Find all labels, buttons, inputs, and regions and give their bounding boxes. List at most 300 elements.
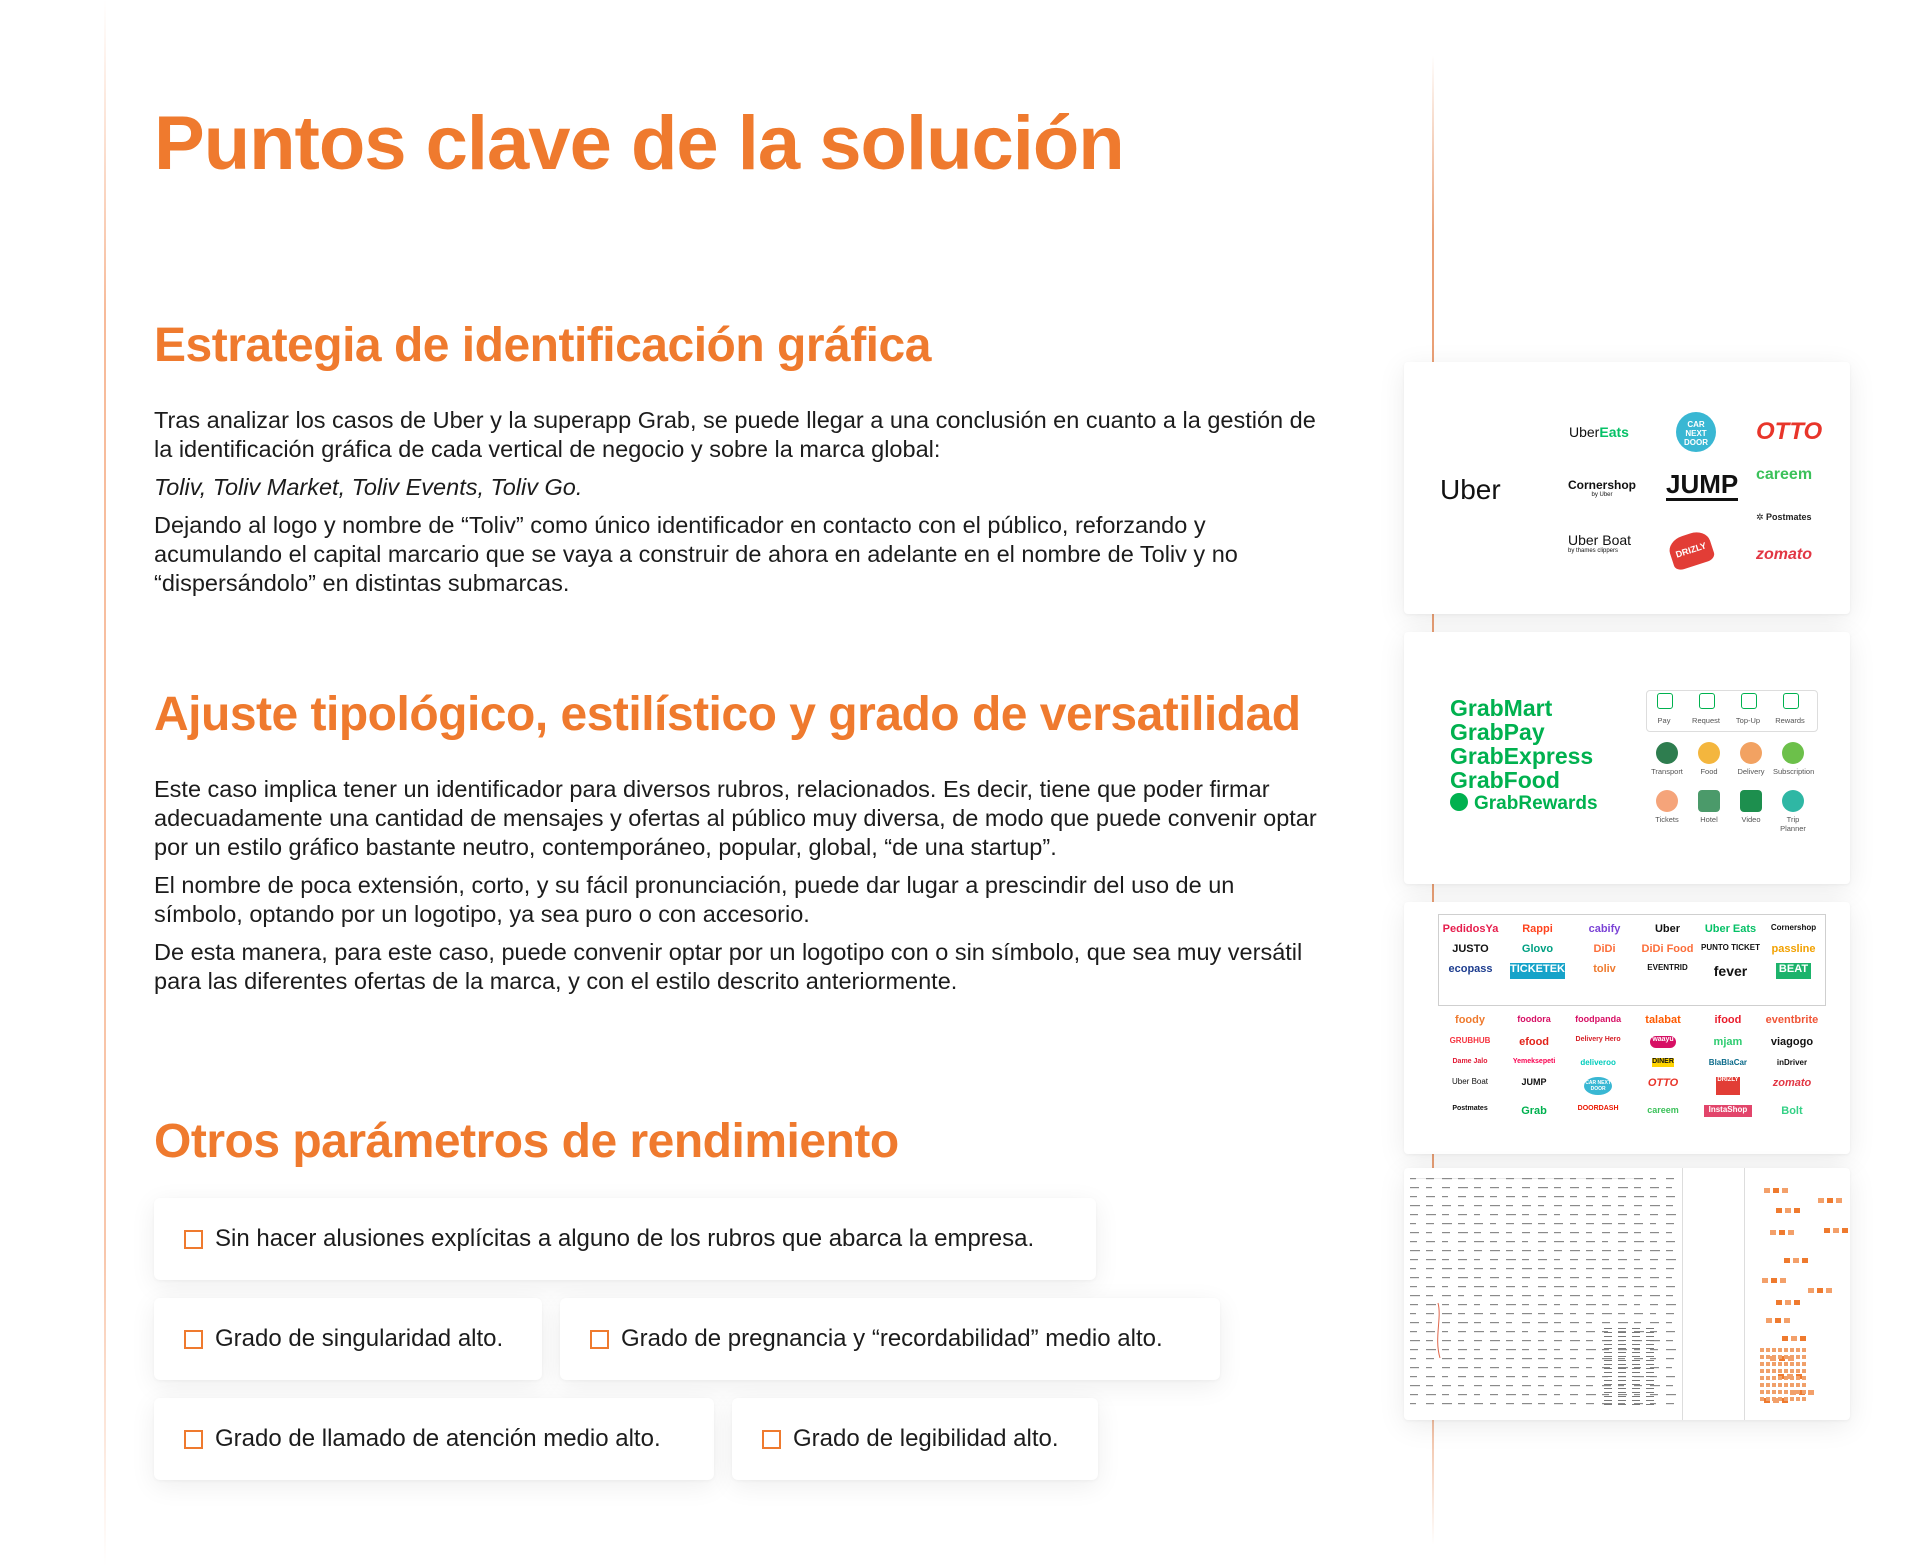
sheet-text-mark	[1634, 1205, 1642, 1206]
sheet-text-mark	[1442, 1241, 1448, 1242]
sheet-text-mark	[1586, 1358, 1594, 1359]
sheet-text-mark	[1538, 1205, 1544, 1206]
sheet-orange-mark	[1802, 1258, 1808, 1263]
sheet-text-mark	[1426, 1340, 1433, 1341]
sheet-orange-mark	[1800, 1336, 1806, 1341]
sheet-text-mark	[1666, 1376, 1675, 1377]
sheet-text-mark	[1458, 1403, 1465, 1404]
logo: InstaShop	[1704, 1105, 1752, 1117]
sheet-text-mark	[1538, 1178, 1545, 1179]
sheet-text-mark	[1410, 1349, 1418, 1350]
sheet-text-mark	[1474, 1277, 1481, 1278]
sheet-orange-mark	[1772, 1348, 1776, 1352]
sheet-orange-mark	[1766, 1318, 1772, 1323]
sheet-text-mark	[1410, 1259, 1418, 1260]
logo: DiDi Food	[1641, 943, 1694, 955]
sheet-text-mark	[1602, 1250, 1611, 1251]
sheet-orange-mark	[1760, 1376, 1764, 1380]
sheet-text-mark	[1490, 1304, 1498, 1305]
sheet-text-mark	[1650, 1268, 1656, 1269]
logo: DINER	[1652, 1058, 1674, 1065]
sheet-text-mark	[1474, 1304, 1480, 1305]
sheet-text-mark	[1426, 1250, 1433, 1251]
sheet-orange-mark	[1766, 1348, 1770, 1352]
sheet-text-mark	[1570, 1331, 1577, 1332]
sheet-orange-mark	[1772, 1369, 1776, 1373]
sheet-text-mark	[1522, 1178, 1532, 1179]
sheet-text-mark	[1570, 1322, 1579, 1323]
sheet-text-mark	[1522, 1322, 1530, 1323]
sheet-text-mark	[1538, 1340, 1544, 1341]
sheet-text-mark	[1522, 1295, 1531, 1296]
sheet-orange-mark	[1818, 1198, 1824, 1203]
sheet-orange-mark	[1785, 1208, 1791, 1213]
sheet-text-mark	[1522, 1241, 1528, 1242]
sheet-text-mark	[1458, 1196, 1466, 1197]
sheet-orange-mark	[1796, 1362, 1800, 1366]
performance-item-label: Sin hacer alusiones explícitas a alguno de los rubros que abarca la empresa.	[215, 1225, 1035, 1252]
sheet-orange-mark	[1772, 1376, 1776, 1380]
sheet-text-mark	[1442, 1196, 1448, 1197]
sheet-text-mark	[1426, 1277, 1432, 1278]
sheet-text-mark	[1458, 1277, 1468, 1278]
sheet-text-mark	[1666, 1340, 1673, 1341]
sheet-orange-mark	[1796, 1383, 1800, 1387]
sheet-text-mark	[1538, 1259, 1547, 1260]
sheet-text-mark	[1522, 1394, 1529, 1395]
sheet-text-mark	[1490, 1187, 1499, 1188]
sheet-text-mark	[1650, 1223, 1656, 1224]
sheet-text-mark	[1604, 1360, 1612, 1361]
sheet-text-mark	[1666, 1232, 1672, 1233]
sheet-text-mark	[1458, 1313, 1465, 1314]
sheet-text-mark	[1618, 1332, 1626, 1333]
sheet-text-mark	[1618, 1295, 1624, 1296]
sheet-text-mark	[1618, 1344, 1626, 1345]
typology-paragraph-1: Este caso implica tener un identificador para diversos rubros, relacionados. Es decir, tiene que poder firmar adecuadamente una cantidad de mensajes y ofertas al público muy diversa, de modo que puede convenir optar por un estilo gráfico bastante neutro, contemporáneo, popular, global, “de una startup”.	[154, 776, 1317, 860]
sheet-text-mark	[1554, 1259, 1560, 1260]
sheet-text-mark	[1570, 1232, 1579, 1233]
sheet-text-mark	[1632, 1340, 1640, 1341]
checkbox-icon	[184, 1430, 203, 1449]
sheet-orange-mark	[1779, 1230, 1785, 1235]
typology-heading: Ajuste tipológico, estilístico y grado de versatilidad	[154, 688, 1301, 741]
sheet-text-mark	[1554, 1358, 1563, 1359]
sheet-text-mark	[1618, 1404, 1626, 1405]
sheet-text-mark	[1650, 1196, 1657, 1197]
sheet-text-mark	[1474, 1313, 1483, 1314]
sheet-text-mark	[1618, 1356, 1626, 1357]
sheet-orange-mark	[1788, 1230, 1794, 1235]
sheet-text-mark	[1586, 1349, 1596, 1350]
logo: viagogo	[1770, 1036, 1814, 1048]
sheet-text-mark	[1634, 1259, 1640, 1260]
sheet-text-mark	[1618, 1368, 1626, 1369]
sheet-text-mark	[1554, 1241, 1564, 1242]
sheet-text-mark	[1490, 1322, 1499, 1323]
sheet-text-mark	[1650, 1178, 1656, 1179]
logo: fever	[1713, 963, 1748, 979]
uber-eats-logo: UberEats	[1569, 424, 1629, 440]
checkbox-icon	[590, 1330, 609, 1349]
sheet-text-mark	[1602, 1394, 1609, 1395]
sheet-text-mark	[1618, 1322, 1628, 1323]
sheet-text-mark	[1666, 1349, 1676, 1350]
sheet-text-mark	[1426, 1394, 1436, 1395]
sheet-text-mark	[1490, 1340, 1500, 1341]
sheet-text-mark	[1474, 1241, 1484, 1242]
sheet-text-mark	[1490, 1268, 1496, 1269]
logo: PUNTO TICKET	[1701, 943, 1760, 952]
sheet-orange-mark	[1790, 1355, 1794, 1359]
sheet-text-mark	[1554, 1232, 1561, 1233]
sheet-text-mark	[1646, 1332, 1654, 1333]
sheet-text-mark	[1618, 1400, 1626, 1401]
sheet-text-mark	[1538, 1403, 1545, 1404]
sheet-text-mark	[1632, 1364, 1640, 1365]
uber-boat-logo: Uber Boat by thames clippers	[1568, 532, 1632, 554]
top-up-icon	[1741, 693, 1757, 709]
sheet-text-mark	[1666, 1268, 1674, 1269]
logo: cabify	[1588, 923, 1621, 935]
sheet-text-mark	[1618, 1313, 1625, 1314]
strategy-paragraph-1: Tras analizar los casos de Uber y la superapp Grab, se puede llegar a una conclusión en cuanto a la gestión de la identificación gráfica de cada vertical de negocio y sobre la marca global:	[154, 407, 1316, 462]
sheet-text-mark	[1634, 1178, 1643, 1179]
sheet-text-mark	[1506, 1304, 1516, 1305]
sheet-orange-mark	[1826, 1288, 1832, 1293]
sheet-text-mark	[1618, 1349, 1627, 1350]
sheet-text-mark	[1426, 1187, 1432, 1188]
sheet-text-mark	[1474, 1340, 1482, 1341]
sheet-text-mark	[1554, 1385, 1562, 1386]
sheet-text-mark	[1604, 1396, 1612, 1397]
subscription-icon	[1782, 742, 1804, 764]
sheet-text-mark	[1602, 1178, 1612, 1179]
sheet-text-mark	[1666, 1304, 1676, 1305]
sheet-text-mark	[1604, 1404, 1612, 1405]
sheet-text-mark	[1442, 1205, 1451, 1206]
sheet-text-mark	[1410, 1214, 1418, 1215]
sheet-text-mark	[1474, 1205, 1482, 1206]
logo: ifood	[1714, 1014, 1742, 1026]
logo: TICKETEK	[1510, 963, 1565, 979]
sheet-text-mark	[1410, 1394, 1418, 1395]
logo: toliv	[1593, 963, 1616, 975]
sheet-text-mark	[1410, 1295, 1420, 1296]
sheet-text-mark	[1458, 1358, 1465, 1359]
logo: zomato	[1772, 1077, 1812, 1089]
sheet-text-mark	[1426, 1295, 1433, 1296]
sheet-orange-mark	[1778, 1369, 1782, 1373]
sheet-text-mark	[1442, 1277, 1450, 1278]
sheet-text-mark	[1442, 1286, 1448, 1287]
sheet-text-mark	[1490, 1241, 1497, 1242]
sheet-text-mark	[1650, 1385, 1660, 1386]
sheet-text-mark	[1442, 1385, 1451, 1386]
sheet-text-mark	[1506, 1241, 1515, 1242]
sheet-text-mark	[1490, 1178, 1496, 1179]
sheet-text-mark	[1522, 1349, 1529, 1350]
sheet-text-mark	[1634, 1277, 1641, 1278]
sheet-text-mark	[1522, 1277, 1530, 1278]
sheet-text-mark	[1426, 1214, 1436, 1215]
sheet-text-mark	[1604, 1332, 1612, 1333]
sheet-text-mark	[1618, 1360, 1626, 1361]
sheet-text-mark	[1666, 1241, 1675, 1242]
uber-logo: Uber	[1440, 474, 1501, 505]
sheet-orange-mark	[1790, 1348, 1794, 1352]
sheet-text-mark	[1618, 1241, 1626, 1242]
sheet-text-mark	[1474, 1358, 1483, 1359]
sheet-orange-mark	[1790, 1390, 1794, 1394]
sheet-text-mark	[1570, 1286, 1577, 1287]
sheet-text-mark	[1506, 1322, 1512, 1323]
sheet-text-mark	[1618, 1380, 1626, 1381]
logo: CAR NEXT DOOR	[1584, 1077, 1612, 1095]
sheet-text-mark	[1586, 1394, 1596, 1395]
sheet-text-mark	[1646, 1356, 1654, 1357]
sheet-text-mark	[1458, 1385, 1464, 1386]
sheet-text-mark	[1442, 1322, 1450, 1323]
sheet-text-mark	[1666, 1205, 1673, 1206]
sheet-text-mark	[1410, 1250, 1420, 1251]
sheet-text-mark	[1538, 1268, 1545, 1269]
sheet-text-mark	[1570, 1304, 1578, 1305]
sheet-text-mark	[1604, 1380, 1612, 1381]
logo: eventbrite	[1765, 1014, 1819, 1026]
sheet-text-mark	[1570, 1385, 1580, 1386]
sheet-text-mark	[1538, 1187, 1548, 1188]
sheet-text-mark	[1618, 1372, 1626, 1373]
sheet-text-mark	[1538, 1223, 1545, 1224]
trip-planner-icon	[1782, 790, 1804, 812]
sheet-text-mark	[1490, 1295, 1500, 1296]
sheet-text-mark	[1632, 1360, 1640, 1361]
sheet-text-mark	[1538, 1295, 1544, 1296]
sheet-text-mark	[1426, 1331, 1435, 1332]
sheet-text-mark	[1586, 1250, 1593, 1251]
sheet-text-mark	[1426, 1358, 1434, 1359]
sheet-text-mark	[1666, 1295, 1673, 1296]
sheet-text-mark	[1632, 1336, 1640, 1337]
performance-item	[560, 1298, 1220, 1380]
sheet-text-mark	[1604, 1384, 1612, 1385]
sheet-text-mark	[1570, 1196, 1577, 1197]
sheet-text-mark	[1506, 1277, 1512, 1278]
sheet-text-mark	[1586, 1313, 1594, 1314]
sheet-text-mark	[1442, 1349, 1449, 1350]
sheet-orange-mark	[1802, 1348, 1806, 1352]
logo: deliveroo	[1580, 1058, 1616, 1067]
sheet-text-mark	[1632, 1388, 1640, 1389]
sheet-orange-mark	[1766, 1376, 1770, 1380]
sheet-orange-mark	[1766, 1397, 1770, 1401]
sheet-text-mark	[1410, 1313, 1416, 1314]
sheet-text-mark	[1474, 1394, 1480, 1395]
sheet-orange-mark	[1796, 1397, 1800, 1401]
sheet-text-mark	[1586, 1385, 1593, 1386]
sheet-text-mark	[1506, 1385, 1513, 1386]
sheet-text-mark	[1522, 1367, 1530, 1368]
sheet-text-mark	[1650, 1232, 1659, 1233]
sheet-text-mark	[1618, 1385, 1624, 1386]
sheet-text-mark	[1506, 1349, 1516, 1350]
sheet-text-mark	[1474, 1331, 1484, 1332]
logo: talabat	[1645, 1014, 1681, 1026]
sheet-orange-mark	[1778, 1362, 1782, 1366]
sheet-text-mark	[1666, 1214, 1676, 1215]
sheet-text-mark	[1632, 1372, 1640, 1373]
typology-paragraph-2: El nombre de poca extensión, corto, y su fácil pronunciación, puede dar lugar a prescindir del uso de un símbolo, optando por un logotipo, ya sea puro o con accesorio.	[154, 872, 1235, 927]
sheet-text-mark	[1442, 1187, 1450, 1188]
sheet-orange-mark	[1784, 1397, 1788, 1401]
sheet-orange-mark	[1793, 1258, 1799, 1263]
sheet-orange-mark	[1784, 1348, 1788, 1352]
sheet-text-mark	[1570, 1403, 1576, 1404]
sheet-text-mark	[1410, 1205, 1420, 1206]
sheet-text-mark	[1618, 1304, 1627, 1305]
sheet-text-mark	[1458, 1286, 1466, 1287]
sheet-text-mark	[1538, 1349, 1547, 1350]
sheet-text-mark	[1522, 1403, 1532, 1404]
strategy-body	[154, 406, 1324, 607]
sheet-text-mark	[1522, 1376, 1528, 1377]
sheet-text-mark	[1650, 1241, 1657, 1242]
sheet-text-mark	[1632, 1368, 1640, 1369]
sheet-text-mark	[1602, 1268, 1612, 1269]
logo: Cornershop	[1770, 923, 1817, 932]
sheet-text-mark	[1490, 1367, 1499, 1368]
sheet-text-mark	[1426, 1286, 1435, 1287]
sheet-text-mark	[1634, 1295, 1642, 1296]
sheet-text-mark	[1602, 1223, 1612, 1224]
sheet-text-mark	[1554, 1394, 1560, 1395]
grab-rewards-icon	[1450, 793, 1468, 811]
sheet-text-mark	[1570, 1241, 1577, 1242]
sheet-text-mark	[1554, 1223, 1563, 1224]
sheet-text-mark	[1586, 1205, 1593, 1206]
sheet-text-mark	[1602, 1304, 1609, 1305]
sheet-text-mark	[1618, 1358, 1625, 1359]
sheet-text-mark	[1618, 1268, 1625, 1269]
sheet-text-mark	[1554, 1304, 1560, 1305]
sheet-text-mark	[1506, 1196, 1515, 1197]
sheet-orange-mark	[1772, 1397, 1776, 1401]
sheet-text-mark	[1554, 1250, 1562, 1251]
food-icon	[1698, 742, 1720, 764]
sheet-orange-mark	[1796, 1355, 1800, 1359]
sheet-text-mark	[1602, 1205, 1611, 1206]
logo: DiDi	[1593, 943, 1616, 955]
sheet-text-mark	[1442, 1178, 1452, 1179]
sheet-text-mark	[1426, 1178, 1434, 1179]
sheet-text-mark	[1554, 1277, 1561, 1278]
sheet-orange-marks	[1760, 1188, 1848, 1403]
sheet-text-mark	[1650, 1295, 1660, 1296]
sheet-text-mark	[1554, 1178, 1563, 1179]
sheet-text-mark	[1602, 1295, 1611, 1296]
sheet-text-mark	[1490, 1223, 1496, 1224]
sheet-text-mark	[1646, 1352, 1654, 1353]
logo: Uber	[1654, 923, 1681, 935]
sheet-text-mark	[1538, 1214, 1547, 1215]
car-next-door-logo: CAR NEXT DOOR	[1676, 412, 1716, 452]
sheet-orange-mark	[1784, 1318, 1790, 1323]
zomato-logo: zomato	[1756, 546, 1812, 563]
sheet-text-mark	[1570, 1358, 1576, 1359]
sheet-text-mark	[1474, 1259, 1480, 1260]
sheet-text-mark	[1650, 1313, 1656, 1314]
sheet-text-mark	[1490, 1394, 1498, 1395]
sheet-orange-mark	[1784, 1258, 1790, 1263]
sheet-text-mark	[1458, 1268, 1465, 1269]
sheet-text-mark	[1410, 1385, 1420, 1386]
sheet-orange-mark	[1796, 1376, 1800, 1380]
sheet-orange-mark	[1775, 1318, 1781, 1323]
sheet-orange-mark	[1790, 1369, 1794, 1373]
sheet-text-mark	[1634, 1196, 1644, 1197]
sheet-text-mark	[1570, 1394, 1578, 1395]
logo: Yemeksepeti	[1512, 1058, 1556, 1065]
sheet-text-mark	[1632, 1344, 1640, 1345]
sheet-text-mark	[1426, 1376, 1435, 1377]
sheet-text-mark	[1666, 1331, 1675, 1332]
sheet-text-mark	[1602, 1187, 1610, 1188]
sheet-text-mark	[1522, 1205, 1531, 1206]
sheet-text-mark	[1632, 1380, 1640, 1381]
sheet-text-mark	[1570, 1259, 1578, 1260]
sheet-text-mark	[1426, 1385, 1433, 1386]
sheet-orange-mark	[1796, 1369, 1800, 1373]
sheet-text-mark	[1604, 1372, 1612, 1373]
sheet-text-mark	[1490, 1250, 1500, 1251]
page-title: Puntos clave de la solución	[154, 101, 1124, 186]
sheet-text-mark	[1490, 1214, 1498, 1215]
sheet-text-mark	[1410, 1178, 1416, 1179]
sheet-text-mark	[1632, 1392, 1640, 1393]
sheet-text-mark	[1506, 1223, 1514, 1224]
sheet-text-mark	[1442, 1232, 1450, 1233]
sheet-text-mark	[1634, 1358, 1643, 1359]
sheet-text-mark	[1646, 1368, 1654, 1369]
logo: careem	[1647, 1105, 1679, 1115]
sheet-orange-mark	[1770, 1230, 1776, 1235]
sheet-text-mark	[1646, 1392, 1654, 1393]
sheet-text-mark	[1602, 1349, 1609, 1350]
sheet-text-mark	[1570, 1187, 1579, 1188]
sheet-orange-mark	[1760, 1348, 1764, 1352]
sheet-orange-mark	[1778, 1383, 1782, 1387]
sheet-orange-mark	[1778, 1348, 1782, 1352]
sheet-orange-mark	[1778, 1355, 1782, 1359]
sheet-text-mark	[1442, 1394, 1449, 1395]
sheet-orange-mark	[1782, 1188, 1788, 1193]
sheet-text-mark	[1666, 1385, 1673, 1386]
sheet-text-mark	[1522, 1385, 1531, 1386]
sheet-text-mark	[1474, 1232, 1481, 1233]
sheet-text-mark	[1458, 1322, 1468, 1323]
sheet-text-mark	[1604, 1356, 1612, 1357]
sheet-orange-mark	[1776, 1208, 1782, 1213]
logo: OTTO	[1647, 1077, 1679, 1089]
sheet-text-mark	[1602, 1322, 1610, 1323]
sheet-text-mark	[1442, 1214, 1449, 1215]
sheet-text-mark	[1554, 1214, 1560, 1215]
sheet-text-mark	[1506, 1259, 1516, 1260]
sheet-orange-mark	[1784, 1376, 1788, 1380]
sheet-text-mark	[1458, 1205, 1464, 1206]
sheet-text-mark	[1474, 1286, 1484, 1287]
